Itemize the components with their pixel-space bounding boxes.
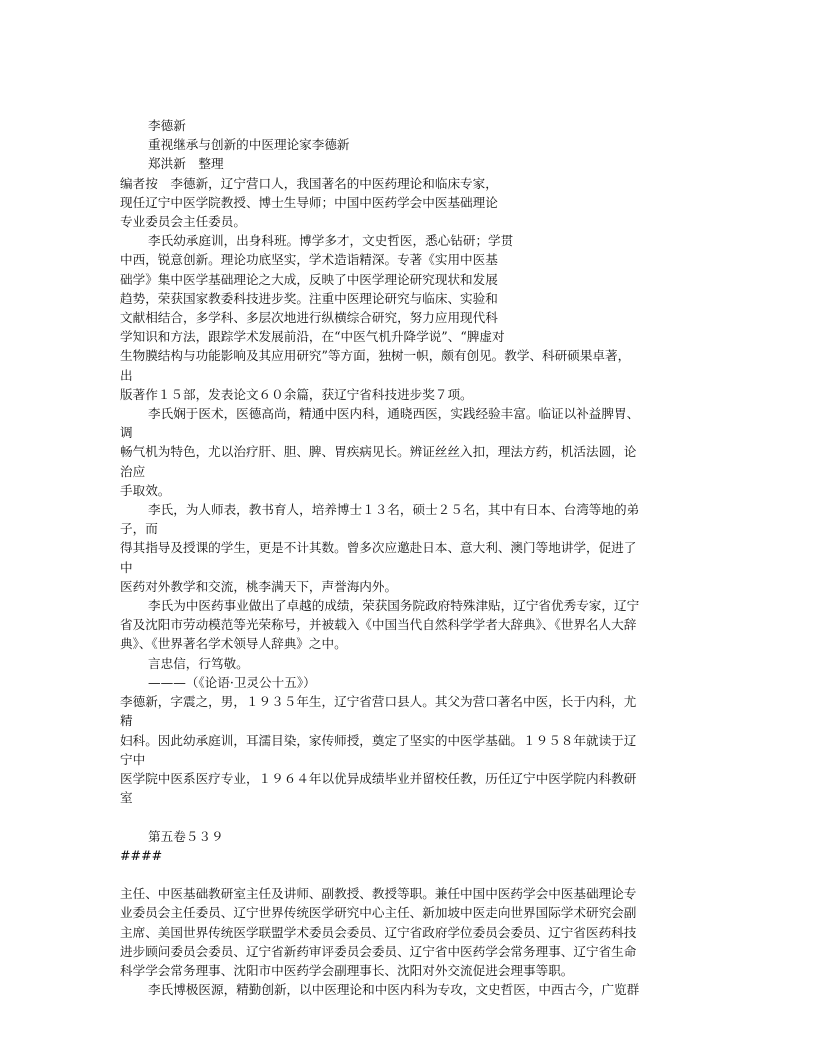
- text-line: 李氏娴于医术，医德高尚，精通中医内科，通晓西医，实践经验丰富。临证以补益脾胃、: [148, 406, 640, 422]
- text-line: 宁中: [120, 751, 146, 767]
- text-line: 进步顾问委员会委员、辽宁省新药审评委员会委员、辽宁省中医药学会常务理事、辽宁省生命: [120, 943, 637, 959]
- text-line: 室: [120, 790, 133, 806]
- text-line: 得其指导及授课的学生，更是不计其数。曾多次应邀赴日本、意大利、澳门等地讲学，促进了: [120, 540, 637, 556]
- text-line: 手取效。: [120, 482, 171, 498]
- text-line: 李氏博极医源，精勤创新，以中医理论和中医内科为专攻，文史哲医，中西古今，广览群: [148, 982, 640, 998]
- text-line: 第五卷５３９: [148, 828, 224, 844]
- text-line: 精: [120, 713, 133, 729]
- text-line: 李德新: [148, 118, 186, 133]
- text-line: 典》、《世界著名学术领导人辞典》之中。: [120, 636, 347, 652]
- text-line: 李氏幼承庭训，出身科班。博学多才，文史哲医，悉心钻研；学贯: [148, 233, 514, 249]
- text-line: 编者按 李德新，辽宁营口人，我国著名的中医药理论和临床专家，: [120, 175, 498, 191]
- text-line: [120, 807, 696, 826]
- text-line: 李氏，为人师表，教书育人，培养博士１３名，硕士２５名，其中有日本、台湾等地的弟: [148, 502, 640, 518]
- text-line: 出: [120, 367, 133, 383]
- text-line: 言忠信，行笃敬。: [148, 655, 249, 671]
- document-page: [120, 116, 696, 999]
- text-line: 重视继承与创新的中医理论家李德新: [148, 137, 350, 153]
- text-line: 主席、美国世界传统医学联盟学术委员会委员、辽宁省政府学位委员会委员、辽宁省医药科技: [120, 924, 637, 940]
- text-line: 子，而: [120, 521, 158, 537]
- text-line: 业委员会主任委员、辽宁世界传统医学研究中心主任、新加坡中医走向世界国际学术研究会副: [120, 905, 637, 921]
- text-line: 调: [120, 425, 133, 441]
- text-line: 畅气机为特色，尤以治疗肝、胆、脾、胃疾病见长。辨证丝丝入扣，理法方药，机活法圆，论: [120, 444, 637, 460]
- text-line: 础学》集中医学基础理论之大成，反映了中医学理论研究现状和发展: [120, 271, 498, 287]
- text-line: 医学院中医系医疗专业，１９６４年以优异成绩毕业并留校任教，历任辽宁中医学院内科教研: [120, 770, 637, 786]
- text-line: 版著作１５部，发表论文６０余篇，获辽宁省科技进步奖７项。: [120, 386, 473, 402]
- text-line: 专业委员会主任委员。: [120, 214, 246, 230]
- text-line: 中: [120, 559, 133, 575]
- text-line: 郑洪新 整理: [148, 156, 224, 172]
- text-line: 中西，锐意创新。理论功底坚实，学术造诣精深。专著《实用中医基: [120, 252, 498, 268]
- text-line: ####: [120, 847, 163, 863]
- text-line: 李德新，字震之，男，１９３５年生，辽宁省营口县人。其父为营口著名中医，长于内科，尤: [120, 694, 637, 710]
- text-line: 趋势，荣获国家教委科技进步奖。注重中医理论研究与临床、实验和: [120, 290, 498, 306]
- text-line: 治应: [120, 463, 146, 479]
- text-line: 生物膜结构与功能影响及其应用研究”等方面，独树一帜，颇有创见。教学、科研硕果卓著，: [120, 348, 631, 364]
- text-line: 李氏为中医药事业做出了卓越的成绩，荣获国务院政府特殊津贴，辽宁省优秀专家，辽宁: [148, 598, 640, 614]
- text-line: 省及沈阳市劳动模范等光荣称号，并被载入《中国当代自然科学学者大辞典》、《世界名人大辞: [120, 617, 637, 633]
- text-line: [120, 865, 696, 884]
- text-line: 现任辽宁中医学院教授、博士生导师；中国中医药学会中医基础理论: [120, 194, 498, 210]
- text-line: 学知识和方法，跟踪学术发展前沿，在“中医气机升降学说”、“脾虚对: [120, 329, 505, 345]
- text-line: 主任、中医基础教研室主任及讲师、副教授、教授等职。兼任中国中医药学会中医基础理论专: [120, 886, 637, 902]
- text-line: 文献相结合，多学科、多层次地进行纵横综合研究，努力应用现代科: [120, 310, 498, 326]
- text-line: 医药对外教学和交流，桃李满天下，声誉海内外。: [120, 578, 398, 594]
- text-line: 妇科。因此幼承庭训，耳濡目染，家传师授，奠定了坚实的中医学基础。１９５８年就读于辽: [120, 732, 637, 748]
- text-line: ———（《论语·卫灵公十五》）: [148, 674, 316, 690]
- text-line: 科学学会常务理事、沈阳市中医药学会副理事长、沈阳对外交流促进会理事等职。: [120, 962, 574, 978]
